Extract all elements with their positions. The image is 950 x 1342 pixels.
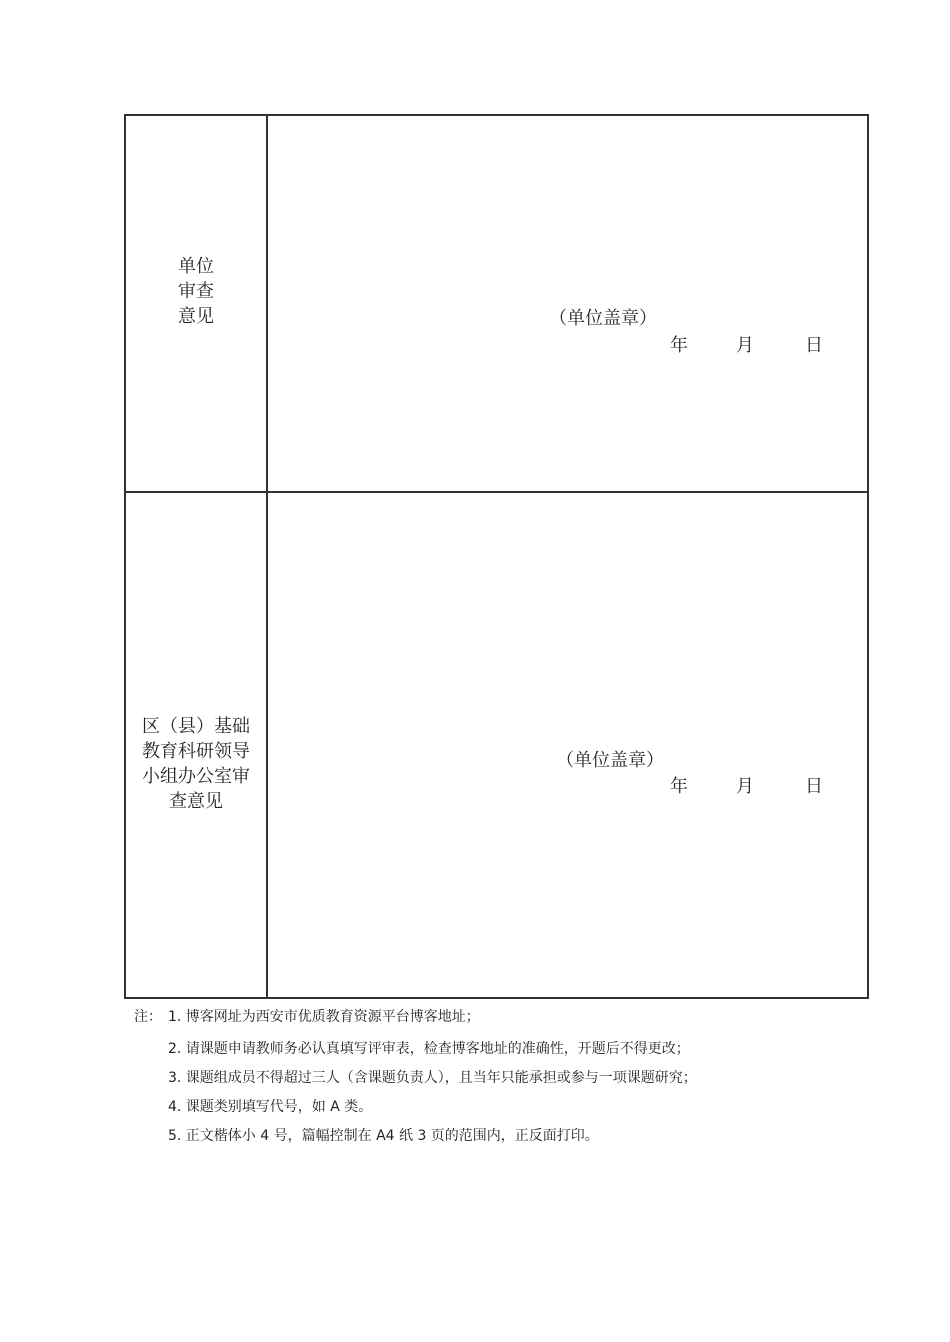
district-review-content-cell[interactable] xyxy=(268,493,867,997)
date-day-label: 日 xyxy=(805,776,823,797)
unit-seal-text: （单位盖章） xyxy=(549,308,657,329)
label-line: 小组办公室审 xyxy=(142,766,250,787)
note-item: 2. 请课题申请教师务必认真填写评审表，检查博客地址的准确性，开题后不得更改； xyxy=(168,1041,690,1057)
label-line: 意见 xyxy=(178,306,214,327)
date-month-label: 月 xyxy=(736,776,754,797)
review-form-table xyxy=(124,114,869,999)
unit-review-row xyxy=(126,116,867,493)
date-month-label: 月 xyxy=(736,335,754,356)
unit-seal-text: （单位盖章） xyxy=(556,750,664,771)
unit-review-label xyxy=(178,254,214,329)
label-line: 单位 xyxy=(178,256,214,277)
notes-prefix: 注： xyxy=(134,1009,162,1025)
label-line: 教育科研领导 xyxy=(142,741,250,762)
unit-review-label-cell xyxy=(126,116,268,491)
note-item: 5. 正文楷体小 4 号，篇幅控制在 A4 纸 3 页的范围内，正反面打印。 xyxy=(168,1128,599,1144)
note-item: 4. 课题类别填写代号，如 A 类。 xyxy=(168,1099,373,1115)
note-item: 3. 课题组成员不得超过三人（含课题负责人），且当年只能承担或参与一项课题研究； xyxy=(168,1070,697,1086)
note-item: 1. 博客网址为西安市优质教育资源平台博客地址； xyxy=(168,1009,480,1025)
district-review-row xyxy=(126,493,867,997)
date-day-label: 日 xyxy=(805,335,823,356)
label-line: 查意见 xyxy=(169,791,223,812)
unit-review-content-cell[interactable] xyxy=(268,116,867,491)
label-line: 区（县）基础 xyxy=(142,716,250,737)
label-line: 审查 xyxy=(178,281,214,302)
district-review-label-cell xyxy=(126,493,268,997)
date-year-label: 年 xyxy=(670,776,688,797)
date-year-label: 年 xyxy=(670,335,688,356)
district-review-label xyxy=(137,714,255,814)
